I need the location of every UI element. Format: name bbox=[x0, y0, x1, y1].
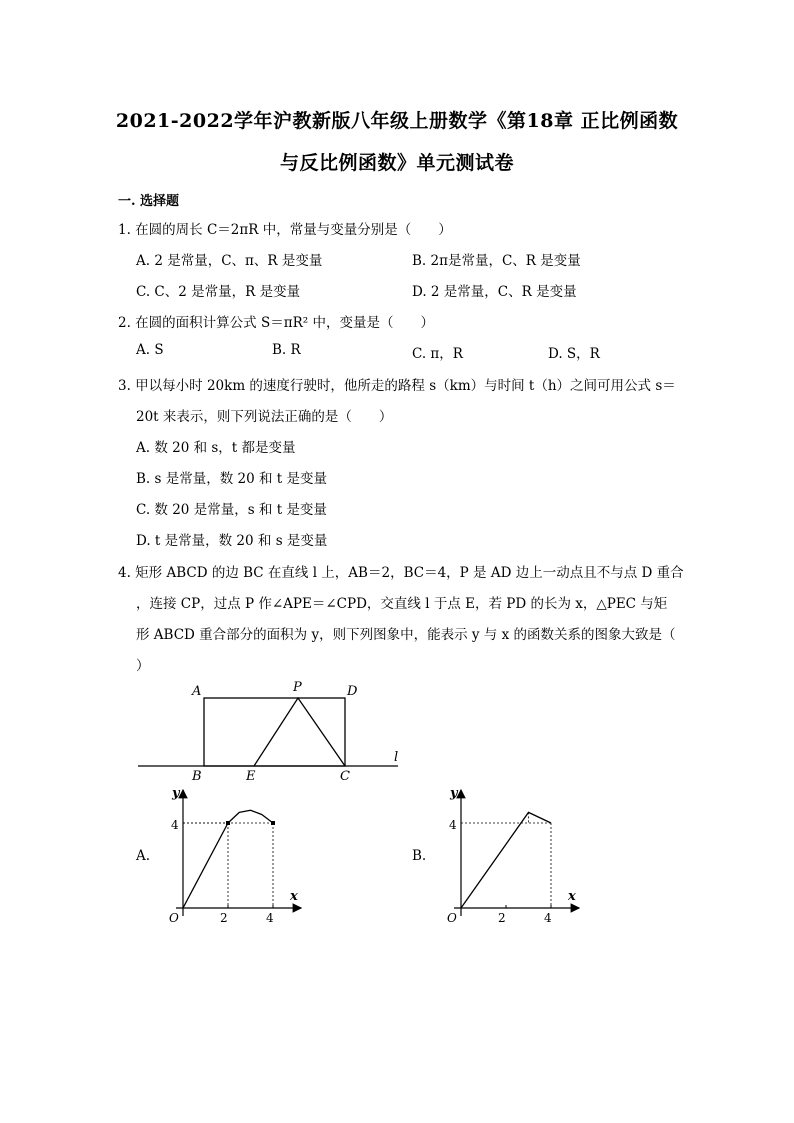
rectangle-figure bbox=[136, 678, 411, 783]
label-e: E bbox=[246, 769, 256, 783]
origin-label: O bbox=[447, 911, 457, 925]
series-segment bbox=[183, 823, 228, 908]
q1-option-c: C. C、2 是常量，R 是变量 bbox=[136, 284, 301, 300]
triangle-pec bbox=[254, 698, 345, 766]
graph-a bbox=[158, 784, 310, 926]
y-axis-label: y bbox=[450, 786, 458, 801]
q2-option-b: B. R bbox=[272, 342, 301, 358]
x-tick-label-2: 2 bbox=[220, 911, 228, 925]
y-tick-label: 4 bbox=[171, 818, 179, 832]
q3-option-c: C. 数 20 是常量，s 和 t 是变量 bbox=[136, 502, 327, 518]
q1-option-d: D. 2 是常量，C、R 是变量 bbox=[412, 284, 577, 300]
q2-option-d: D. S，R bbox=[548, 346, 600, 362]
q1-option-b: B. 2π是常量，C、R 是变量 bbox=[412, 253, 581, 269]
q3-option-a: A. 数 20 和 s，t 都是变量 bbox=[136, 440, 296, 456]
origin-label: O bbox=[169, 911, 179, 925]
label-p: P bbox=[293, 680, 302, 695]
q4-stem-line-1: 4. 矩形 ABCD 的边 BC 在直线 l 上，AB＝2，BC＝4，P 是 AD 边上一动点且不与点 D 重合 bbox=[118, 565, 684, 581]
title-line-2: 与反比例函数》单元测试卷 bbox=[279, 152, 514, 174]
series-curve bbox=[228, 810, 273, 823]
graph-b bbox=[436, 784, 588, 926]
x-axis-label: x bbox=[568, 889, 576, 904]
q4-option-a: A. bbox=[136, 848, 151, 864]
title-line-1: 2021-2022学年沪教新版八年级上册数学《第18章 正比例函数 bbox=[115, 110, 679, 132]
q3-option-d: D. t 是常量，数 20 和 s 是变量 bbox=[136, 533, 328, 549]
x-axis-label: x bbox=[290, 889, 298, 904]
x-tick-label-2: 2 bbox=[498, 911, 506, 925]
q4-stem-line-2: ，连接 CP，过点 P 作∠APE＝∠CPD，交直线 l 于点 E，若 PD 的长为 x，△PEC 与矩 bbox=[136, 596, 668, 612]
x-tick-label-4: 4 bbox=[266, 911, 274, 925]
q1-stem: 1. 在圆的周长 C＝2πR 中，常量与变量分别是（ ） bbox=[118, 222, 452, 238]
q3-option-b: B. s 是常量，数 20 和 t 是变量 bbox=[136, 471, 327, 487]
q1-option-a: A. 2 是常量，C、π、R 是变量 bbox=[136, 253, 323, 269]
q3-stem-line-1: 3. 甲以每小时 20km 的速度行驶时，他所走的路程 s（km）与时间 t（h）之间可用公式 s＝ bbox=[118, 378, 676, 394]
y-tick-label: 4 bbox=[449, 818, 457, 832]
label-c: C bbox=[340, 769, 350, 783]
label-l: l bbox=[394, 750, 399, 765]
q3-stem-line-2: 20t 来表示，则下列说法正确的是（ ） bbox=[136, 409, 393, 425]
point-marker-4-4 bbox=[271, 821, 275, 825]
label-d: D bbox=[347, 684, 358, 699]
y-axis-label: y bbox=[172, 786, 180, 801]
q4-stem-line-4: ） bbox=[136, 658, 150, 674]
q4-stem-line-3: 形 ABCD 重合部分的面积为 y，则下列图象中，能表示 y 与 x 的函数关系的图象大致是（ bbox=[136, 627, 676, 643]
rect-abcd bbox=[204, 698, 345, 766]
point-marker-2-4 bbox=[226, 821, 230, 825]
series-polyline bbox=[461, 812, 551, 908]
q2-option-a: A. S bbox=[136, 342, 164, 358]
q4-option-b: B. bbox=[412, 848, 427, 864]
q2-option-c: C. π，R bbox=[412, 346, 463, 362]
label-a: A bbox=[192, 684, 202, 699]
section-heading: 一. 选择题 bbox=[118, 194, 180, 209]
label-b: B bbox=[192, 769, 202, 783]
x-tick-label-4: 4 bbox=[544, 911, 552, 925]
q2-stem: 2. 在圆的面积计算公式 S＝πR² 中，变量是（ ） bbox=[118, 315, 434, 331]
